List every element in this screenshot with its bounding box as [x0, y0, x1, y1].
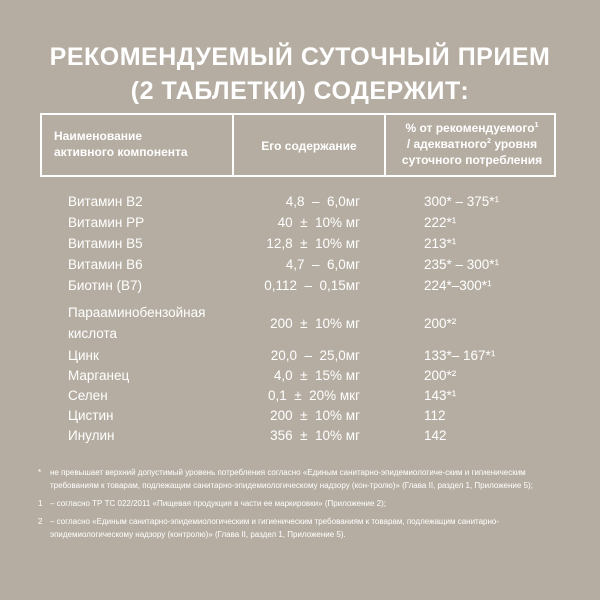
table-row: [0, 406, 600, 426]
nutrient-amount: 356 ± 10% мг: [270, 428, 360, 443]
nutrient-percent: 142: [424, 428, 447, 443]
nutrient-percent: 143*¹: [424, 388, 457, 403]
nutrient-percent: 222*¹: [424, 215, 457, 230]
footnote: [38, 466, 563, 492]
title-line-2: (2 ТАБЛЕТКИ) СОДЕРЖИТ:: [130, 77, 470, 105]
nutrient-amount: 200 ± 10% мг: [270, 408, 360, 423]
nutrient-percent: 133*– 167*¹: [424, 348, 496, 363]
nutrient-name: Марганец: [68, 368, 130, 383]
table-row: [0, 213, 600, 233]
nutrient-percent: 200*²: [424, 316, 457, 331]
nutrient-name: Витамин В2: [68, 194, 143, 209]
footnote-mark: *: [38, 468, 42, 477]
header-content-column: Его содержание: [261, 139, 357, 153]
header-percent-line-3: суточного потребления: [401, 153, 543, 167]
table-row: [0, 426, 600, 446]
nutrient-percent: 300* – 375*¹: [424, 194, 500, 209]
nutrient-percent: 200*²: [424, 368, 457, 383]
footnote-text: не превышает верхний допустимый уровень потребления согласно «Единым санитарно-эпидемиологиче-ским и гигиеническим требованиям к товарам, подлежащим санитарно-эпидемиологическому надзору (кон-тролю)» (Глава II, раздел 1, Приложение 5);: [50, 468, 533, 490]
table-row: [0, 386, 600, 406]
footnote-mark: 1: [38, 499, 43, 508]
nutrient-percent: 235* – 300*¹: [424, 257, 500, 272]
nutrient-amount: 40 ± 10% мг: [277, 215, 360, 230]
footnote-ref: 2: [487, 136, 491, 145]
nutrient-percent: 213*¹: [424, 236, 457, 251]
footnotes: [38, 466, 563, 546]
nutrient-name: Селен: [68, 388, 108, 403]
footnote: [38, 515, 563, 541]
nutrient-name: Цинк: [68, 348, 99, 363]
nutrient-amount: 0,112 – 0,15мг: [264, 278, 360, 293]
table-row: [0, 302, 600, 342]
nutrient-amount: 4,8 – 6,0мг: [285, 194, 360, 209]
nutrient-name: Витамин РР: [68, 215, 145, 230]
title-line-1: РЕКОМЕНДУЕМЫЙ СУТОЧНЫЙ ПРИЕМ: [49, 43, 551, 71]
nutrient-percent: 224*–300*¹: [424, 278, 492, 293]
nutrient-amount: 200 ± 10% мг: [270, 316, 360, 331]
footnote-mark: 2: [38, 517, 43, 526]
nutrient-amount: 0,1 ± 20% мкг: [267, 388, 360, 403]
footnote: [38, 497, 563, 510]
nutrient-percent: 112: [424, 408, 446, 423]
footnote-text: – согласно «Единым санитарно-эпидемиологическим и гигиеническим требованиям к товарам, подлежащим санитарно-эпидемиологическому надзору (контролю)» (Глава II, раздел 1, Приложение 5).: [50, 517, 500, 539]
nutrient-name: Инулин: [68, 428, 115, 443]
table-row: [0, 234, 600, 254]
header-name-line-1: Наименование: [54, 129, 143, 143]
nutrient-name: Цистин: [68, 408, 114, 423]
header-name-line-2: активного компонента: [54, 145, 188, 159]
table-row: [0, 276, 600, 296]
nutrient-name: Парааминобензойная кислота: [68, 305, 206, 341]
nutrient-amount: 4,7 – 6,0мг: [285, 257, 360, 272]
header-percent-text-2: / адекватного: [406, 137, 487, 151]
header-percent-text-2b: уровня: [491, 137, 538, 151]
nutrient-name: Витамин В5: [68, 236, 143, 251]
header-percent-text-1: % от рекомендуемого: [405, 121, 535, 135]
footnote-text: – согласно ТР ТС 022/2011 «Пищевая продукция в части ее маркировки» (Приложение 2);: [50, 499, 386, 508]
nutrient-name: Биотин (В7): [68, 278, 143, 293]
table-row: [0, 366, 600, 386]
table-row: [0, 346, 600, 366]
nutrient-amount: 4,0 ± 15% мг: [273, 368, 360, 383]
nutrient-amount: 12,8 ± 10% мг: [266, 236, 360, 251]
nutrient-amount: 20,0 – 25,0мг: [270, 348, 360, 363]
table-row: [0, 255, 600, 275]
table-row: [0, 192, 600, 212]
nutrient-name: Витамин В6: [68, 257, 143, 272]
footnote-ref: 1: [534, 120, 539, 129]
